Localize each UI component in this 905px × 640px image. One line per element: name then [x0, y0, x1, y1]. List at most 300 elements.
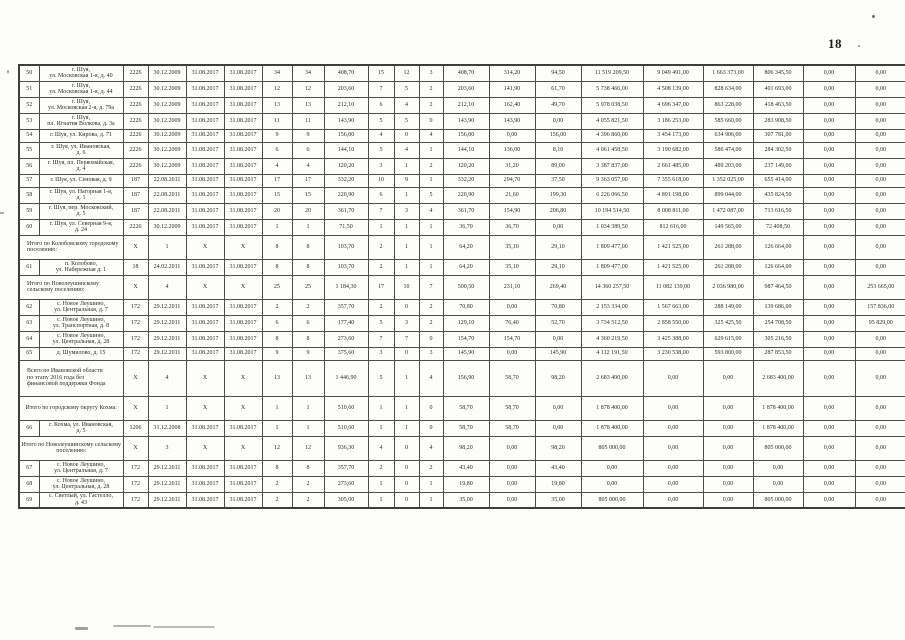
cell-cost-fund: 3 454 173,00 — [643, 129, 703, 142]
cell-residents-count: 17 — [262, 174, 292, 187]
cell-cost-fund: 4 891 198,00 — [643, 187, 703, 203]
cell-cost-fund: 11 082 139,00 — [643, 275, 703, 299]
cell-area-total: 103,70 — [324, 259, 368, 275]
cell-cost-regional: 629 615,00 — [703, 331, 753, 347]
cell-residents-count: 1 — [262, 396, 292, 420]
cell-address — [39, 97, 123, 113]
table-body — [19, 65, 905, 508]
address-line: д. 6 — [76, 150, 86, 156]
cell-resettled-area-owners: 154,70 — [489, 331, 535, 347]
cell-contract-code: 2226 — [123, 142, 148, 158]
cell-date-planned: 31.08.2017 — [186, 347, 224, 360]
cell-residents-count: 15 — [262, 187, 292, 203]
cell-residents-count: 2 — [262, 299, 292, 315]
cell-premises-owners: 9 — [394, 174, 419, 187]
cell-address — [39, 65, 123, 81]
cell-residents-resettled: 8 — [292, 460, 324, 476]
cell-date-planned: 31.08.2017 — [186, 315, 224, 331]
cell-premises-count: 1 — [368, 492, 394, 508]
cell-cost-local: 307 781,00 — [753, 129, 803, 142]
address-line: г. Шуя, ул. Ивановская, — [51, 143, 111, 150]
cell-cost-extra-b: 0,00 — [855, 436, 905, 460]
table-row — [19, 492, 905, 508]
cell-residents-count: 11 — [262, 113, 292, 129]
table-section-row — [19, 396, 905, 420]
cell-premises-count: 3 — [368, 158, 394, 174]
cell-cost-fund: 0,00 — [643, 396, 703, 420]
cell-premises-owners: 5 — [394, 113, 419, 129]
cell-cost-fund: 0,00 — [643, 436, 703, 460]
cell-cost-extra-a: 0,00 — [803, 436, 855, 460]
cell-row-number: 61 — [19, 259, 39, 275]
cell-cost-fund: 3 230 538,00 — [643, 347, 703, 360]
cell-premises-tenants: 2 — [419, 81, 443, 97]
cell-contract-code: 172 — [123, 460, 148, 476]
cell-date-actual: X — [224, 275, 262, 299]
cell-contract-code: 187 — [123, 203, 148, 219]
cell-cost-fund: 0,00 — [643, 460, 703, 476]
cell-cost-total: 1 809 477,00 — [581, 259, 643, 275]
address-line: ул. Центральная, д. 7 — [54, 307, 108, 313]
cell-premises-count: 1 — [368, 396, 394, 420]
cell-residents-count: 8 — [262, 460, 292, 476]
cell-cost-extra-a: 0,00 — [803, 275, 855, 299]
cell-residents-resettled: 11 — [292, 113, 324, 129]
address-line: ул. Набережная д. 1 — [55, 267, 107, 273]
cell-premises-owners: 0 — [394, 299, 419, 315]
cell-cost-local: 418 463,50 — [753, 97, 803, 113]
cell-cost-local: 806 345,50 — [753, 65, 803, 81]
page-number: 18 — [828, 36, 842, 51]
cell-date-contract: 30.12.2009 — [148, 158, 186, 174]
cell-area-total: 273,60 — [324, 476, 368, 492]
cell-residents-resettled: 34 — [292, 65, 324, 81]
cell-cost-total: 2 683 400,00 — [581, 360, 643, 396]
table-row — [19, 174, 905, 187]
cell-row-number: 56 — [19, 158, 39, 174]
cell-address — [39, 347, 123, 360]
cell-cost-extra-b: 0,00 — [855, 492, 905, 508]
cell-cost-extra-a: 0,00 — [803, 113, 855, 129]
cell-cost-local: 72 408,50 — [753, 219, 803, 235]
cell-cost-regional: 149 565,00 — [703, 219, 753, 235]
cell-resettled-area-tenants: 70,80 — [535, 299, 581, 315]
address-line: с. Новое Леушино, — [56, 316, 106, 323]
cell-resettled-area-owners: 162,40 — [489, 97, 535, 113]
cell-cost-total: 1 034 389,50 — [581, 219, 643, 235]
cell-cost-local: 401 693,00 — [753, 81, 803, 97]
cell-resettled-area-tenants: 98,20 — [535, 436, 581, 460]
cell-date-planned: 31.08.2017 — [186, 259, 224, 275]
cell-date-actual: 31.08.2017 — [224, 97, 262, 113]
cell-area-total: 103,70 — [324, 235, 368, 259]
table-row — [19, 65, 905, 81]
address-line: д. 24 — [74, 227, 88, 233]
cell-cost-fund: 0,00 — [643, 360, 703, 396]
cell-premises-owners: 1 — [394, 235, 419, 259]
cell-residents-resettled: 1 — [292, 396, 324, 420]
cell-cost-fund: 1 421 525,00 — [643, 259, 703, 275]
cell-date-actual: 31.08.2017 — [224, 460, 262, 476]
cell-cost-total: 4 112 191,50 — [581, 347, 643, 360]
cell-cost-regional: 634 906,00 — [703, 129, 753, 142]
cell-row-number: 64 — [19, 331, 39, 347]
cell-residents-count: 6 — [262, 142, 292, 158]
cell-contract-code: 172 — [123, 492, 148, 508]
cell-address — [39, 81, 123, 97]
cell-premises-owners: 0 — [394, 436, 419, 460]
cell-resettled-area-total: 143,90 — [443, 113, 489, 129]
cell-resettled-area-total: 144,10 — [443, 142, 489, 158]
table-row — [19, 129, 905, 142]
cell-cost-extra-a: 0,00 — [803, 420, 855, 436]
cell-cost-fund: 3 190 682,00 — [643, 142, 703, 158]
cell-premises-count: 6 — [368, 97, 394, 113]
cell-area-total: 203,60 — [324, 81, 368, 97]
cell-area-total: 177,40 — [324, 315, 368, 331]
cell-cost-regional: 0,00 — [703, 360, 753, 396]
cell-cost-local: 283 908,50 — [753, 113, 803, 129]
address-line: г. Шуя, — [72, 66, 90, 73]
cell-premises-tenants: 2 — [419, 97, 443, 113]
address-line: г. Шуя, ул. Нагорная 1-я, — [49, 188, 113, 195]
cell-premises-owners: 0 — [394, 129, 419, 142]
cell-cost-local: 287 853,50 — [753, 347, 803, 360]
cell-resettled-area-total: 156,00 — [443, 129, 489, 142]
address-line: ул. Центральная, д. 28 — [52, 484, 110, 490]
cell-row-number: 52 — [19, 97, 39, 113]
cell-resettled-area-tenants: 0,00 — [535, 331, 581, 347]
cell-resettled-area-total: 19,80 — [443, 476, 489, 492]
cell-date-contract: 30.12.2009 — [148, 81, 186, 97]
cell-cost-fund: 7 355 618,00 — [643, 174, 703, 187]
cell-resettled-area-tenants: 29,10 — [535, 259, 581, 275]
address-line: с. Новое Леушино, — [56, 300, 106, 307]
cell-premises-tenants: 2 — [419, 158, 443, 174]
cell-resettled-area-tenants: 145,90 — [535, 347, 581, 360]
cell-resettled-area-total: 129,10 — [443, 315, 489, 331]
cell-date-actual: 31.08.2017 — [224, 113, 262, 129]
cell-date-actual: X — [224, 235, 262, 259]
cell-cost-extra-a: 0,00 — [803, 299, 855, 315]
cell-cost-extra-b: 0,00 — [855, 476, 905, 492]
cell-residents-resettled: 6 — [292, 142, 324, 158]
cell-premises-count: 7 — [368, 331, 394, 347]
cell-premises-count: 7 — [368, 203, 394, 219]
address-line: ул. Центральная, д. 28 — [52, 339, 110, 345]
cell-premises-count: 5 — [368, 315, 394, 331]
cell-cost-regional: 585 660,00 — [703, 113, 753, 129]
cell-resettled-area-owners: 58,70 — [489, 420, 535, 436]
cell-cost-extra-b: 0,00 — [855, 81, 905, 97]
cell-premises-count: 1 — [368, 476, 394, 492]
cell-resettled-area-total: 332,20 — [443, 174, 489, 187]
address-line: г. Шуя, — [72, 98, 90, 105]
cell-cost-extra-b: 0,00 — [855, 158, 905, 174]
cell-date-planned: 31.08.2017 — [186, 203, 224, 219]
cell-cost-extra-a: 0,00 — [803, 460, 855, 476]
cell-area-total: 408,70 — [324, 65, 368, 81]
cell-cost-extra-a: 0,00 — [803, 81, 855, 97]
cell-premises-owners: 1 — [394, 158, 419, 174]
cell-area-total: 71,50 — [324, 219, 368, 235]
cell-cost-local: 0,00 — [753, 460, 803, 476]
cell-premises-tenants: 1 — [419, 219, 443, 235]
cell-address — [39, 158, 123, 174]
cell-premises-count: 5 — [368, 360, 394, 396]
cell-premises-owners: 0 — [394, 347, 419, 360]
cell-residents-count: 9 — [262, 347, 292, 360]
cell-contract-code: 172 — [123, 299, 148, 315]
cell-premises-tenants: 1 — [419, 235, 443, 259]
cell-cost-regional: 0,00 — [703, 420, 753, 436]
cell-cost-fund: 8 008 811,00 — [643, 203, 703, 219]
cell-cost-local: 713 616,50 — [753, 203, 803, 219]
cell-resettled-area-total: 212,10 — [443, 97, 489, 113]
cell-premises-tenants: 0 — [419, 420, 443, 436]
cell-resettled-area-tenants: 0,00 — [535, 396, 581, 420]
cell-area-total: 212,10 — [324, 97, 368, 113]
cell-cost-extra-b: 0,00 — [855, 235, 905, 259]
cell-cost-extra-a: 0,00 — [803, 492, 855, 508]
cell-row-number: 65 — [19, 347, 39, 360]
address-line: с. Новое Леушино, — [56, 477, 106, 484]
cell-address — [39, 460, 123, 476]
cell-date-contract: 22.08.2011 — [148, 187, 186, 203]
address-line: г. Шуя, — [72, 82, 90, 89]
cell-area-total: 1 184,30 — [324, 275, 368, 299]
cell-residents-count: 13 — [262, 360, 292, 396]
cell-premises-owners: 1 — [394, 259, 419, 275]
cell-section-label: Итого по городскому округу Кохма: — [19, 396, 123, 420]
cell-date-planned: 31.08.2017 — [186, 420, 224, 436]
cell-cost-fund: 812 616,00 — [643, 219, 703, 235]
cell-premises-count: 3 — [368, 347, 394, 360]
cell-residents-resettled: 15 — [292, 187, 324, 203]
cell-cost-total: 0,00 — [581, 460, 643, 476]
cell-cost-extra-a: 0,00 — [803, 65, 855, 81]
cell-cost-local: 126 664,00 — [753, 259, 803, 275]
cell-residents-resettled: 9 — [292, 129, 324, 142]
cell-resettled-area-tenants: 35,00 — [535, 492, 581, 508]
cell-cost-regional: 593 800,00 — [703, 347, 753, 360]
cell-date-planned: 31.08.2017 — [186, 331, 224, 347]
scan-speck — [872, 15, 875, 18]
cell-premises-owners: 7 — [394, 331, 419, 347]
cell-premises-count: 15 — [368, 65, 394, 81]
cell-resettled-area-owners: 58,70 — [489, 360, 535, 396]
cell-premises-tenants: 1 — [419, 142, 443, 158]
cell-residents-count: 12 — [262, 81, 292, 97]
cell-contract-code: X — [123, 275, 148, 299]
cell-residents-count: 1 — [262, 420, 292, 436]
cell-row-number: 66 — [19, 420, 39, 436]
cell-residents-resettled: 1 — [292, 420, 324, 436]
cell-premises-tenants: 1 — [419, 476, 443, 492]
cell-date-contract: 29.12.2011 — [148, 315, 186, 331]
cell-residents-resettled: 9 — [292, 347, 324, 360]
cell-cost-total: 1 878 400,00 — [581, 396, 643, 420]
scan-speck — [0, 212, 4, 214]
cell-cost-extra-a: 0,00 — [803, 360, 855, 396]
cell-resettled-area-tenants: 89,00 — [535, 158, 581, 174]
cell-date-planned: 31.08.2017 — [186, 142, 224, 158]
cell-resettled-area-owners: 21,60 — [489, 187, 535, 203]
cell-date-actual: X — [224, 396, 262, 420]
cell-premises-tenants: 4 — [419, 129, 443, 142]
cell-cost-local: 139 686,00 — [753, 299, 803, 315]
cell-cost-total: 1 809 477,00 — [581, 235, 643, 259]
address-line: ул. Московская 1-я, д. 44 — [49, 89, 113, 95]
cell-resettled-area-total: 58,70 — [443, 396, 489, 420]
table-row — [19, 460, 905, 476]
cell-residents-count: 2 — [262, 492, 292, 508]
cell-premises-tenants: 3 — [419, 65, 443, 81]
resettlement-table — [18, 64, 905, 509]
cell-premises-count: 7 — [368, 81, 394, 97]
cell-cost-regional: 1 352 025,00 — [703, 174, 753, 187]
cell-premises-tenants: 1 — [419, 174, 443, 187]
table-section-row — [19, 436, 905, 460]
cell-resettled-area-tenants: 61,70 — [535, 81, 581, 97]
cell-resettled-area-owners: 154,90 — [489, 203, 535, 219]
cell-contract-code: 18 — [123, 259, 148, 275]
cell-date-contract: 30.12.2009 — [148, 142, 186, 158]
address-line: д. 43 — [74, 499, 88, 506]
cell-address — [39, 203, 123, 219]
cell-cost-extra-b: 0,00 — [855, 331, 905, 347]
cell-cost-local: 1 878 400,00 — [753, 396, 803, 420]
cell-resettled-area-tenants: 98,20 — [535, 360, 581, 396]
cell-residents-count: 12 — [262, 436, 292, 460]
cell-cost-total: 4 061 458,50 — [581, 142, 643, 158]
cell-section-label: Итого по Новолеушинскому сельскому поселению: — [19, 275, 123, 299]
cell-row-number: 58 — [19, 187, 39, 203]
cell-resettled-area-owners: 36,70 — [489, 219, 535, 235]
cell-premises-tenants: 3 — [419, 347, 443, 360]
cell-cost-extra-b: 0,00 — [855, 174, 905, 187]
cell-cost-extra-a: 0,00 — [803, 97, 855, 113]
address-line: д. 1 — [76, 195, 86, 201]
cell-area-total: 510,60 — [324, 396, 368, 420]
cell-address — [39, 174, 123, 187]
cell-date-actual: 31.08.2017 — [224, 299, 262, 315]
cell-date-planned: 31.08.2017 — [186, 460, 224, 476]
cell-cost-total: 4 360 219,50 — [581, 331, 643, 347]
cell-premises-tenants: 4 — [419, 360, 443, 396]
cell-premises-owners: 1 — [394, 396, 419, 420]
cell-resettled-area-total: 203,60 — [443, 81, 489, 97]
cell-resettled-area-owners: 0,00 — [489, 347, 535, 360]
cell-resettled-area-total: 500,50 — [443, 275, 489, 299]
cell-date-contract: 24.02.2011 — [148, 259, 186, 275]
cell-premises-tenants: 2 — [419, 299, 443, 315]
table-row — [19, 113, 905, 129]
cell-premises-count: 1 — [368, 219, 394, 235]
cell-premises-tenants: 1 — [419, 492, 443, 508]
scan-smudge — [153, 626, 215, 628]
cell-cost-extra-a: 0,00 — [803, 203, 855, 219]
cell-cost-fund: 4 508 139,00 — [643, 81, 703, 97]
cell-area-total: 332,20 — [324, 174, 368, 187]
address-line: с. Светлый, ул. Гастелло, — [49, 493, 113, 500]
cell-contract-code: 2226 — [123, 81, 148, 97]
cell-date-planned: 31.08.2017 — [186, 97, 224, 113]
cell-resettled-area-tenants: 0,00 — [535, 113, 581, 129]
cell-contract-code: 2226 — [123, 129, 148, 142]
table-row — [19, 299, 905, 315]
cell-cost-extra-b: 0,00 — [855, 219, 905, 235]
cell-area-total: 120,20 — [324, 158, 368, 174]
cell-resettled-area-total: 98,20 — [443, 436, 489, 460]
cell-residents-resettled: 20 — [292, 203, 324, 219]
cell-residents-resettled: 2 — [292, 492, 324, 508]
cell-section-label: Итого по Новолеушинскому сельскому поселению: — [19, 436, 123, 460]
cell-address — [39, 299, 123, 315]
cell-resettled-area-tenants: 269,40 — [535, 275, 581, 299]
cell-date-contract: 4 — [148, 275, 186, 299]
address-line: ул. Центральная, д. 7 — [54, 468, 108, 474]
cell-premises-tenants: 1 — [419, 259, 443, 275]
cell-cost-regional: 1 472 087,00 — [703, 203, 753, 219]
table-row — [19, 219, 905, 235]
cell-residents-count: 13 — [262, 97, 292, 113]
cell-cost-total: 10 194 514,50 — [581, 203, 643, 219]
cell-row-number: 59 — [19, 203, 39, 219]
cell-resettled-area-total: 43,40 — [443, 460, 489, 476]
cell-date-actual: 31.08.2017 — [224, 315, 262, 331]
address-line: г. Шуя, ул. Сеновая, д. 9 — [50, 177, 112, 184]
table-row — [19, 476, 905, 492]
cell-contract-code: 2226 — [123, 113, 148, 129]
cell-premises-count: 6 — [368, 187, 394, 203]
cell-cost-local: 655 414,00 — [753, 174, 803, 187]
cell-contract-code: 172 — [123, 315, 148, 331]
address-line: ул. Московская 1-я, д. 40 — [49, 73, 113, 80]
cell-resettled-area-total: 58,70 — [443, 420, 489, 436]
cell-resettled-area-total: 120,20 — [443, 158, 489, 174]
cell-row-number: 63 — [19, 315, 39, 331]
cell-date-contract: 30.12.2009 — [148, 65, 186, 81]
table-row — [19, 97, 905, 113]
cell-residents-resettled: 25 — [292, 275, 324, 299]
cell-resettled-area-total: 361,70 — [443, 203, 489, 219]
cell-date-contract: 4 — [148, 360, 186, 396]
address-line: г. Шуя, пл. Первомайская, — [47, 159, 115, 166]
cell-cost-regional: 0,00 — [703, 396, 753, 420]
cell-resettled-area-owners: 0,00 — [489, 476, 535, 492]
table-section-row — [19, 360, 905, 396]
cell-cost-regional: 1 663 373,00 — [703, 65, 753, 81]
cell-contract-code: X — [123, 396, 148, 420]
cell-cost-fund: 1 567 663,00 — [643, 299, 703, 315]
cell-premises-tenants: 0 — [419, 396, 443, 420]
cell-cost-fund: 2 661 485,00 — [643, 158, 703, 174]
cell-date-actual: X — [224, 360, 262, 396]
cell-cost-extra-a: 0,00 — [803, 158, 855, 174]
cell-cost-total: 805 000,00 — [581, 436, 643, 460]
address-line: г. Шуя, ул. Северная 9-я, — [49, 220, 113, 227]
cell-cost-total: 3 387 837,00 — [581, 158, 643, 174]
cell-date-actual: 31.08.2017 — [224, 259, 262, 275]
cell-area-total: 143,90 — [324, 113, 368, 129]
cell-residents-count: 8 — [262, 331, 292, 347]
cell-date-contract: 22.08.2011 — [148, 203, 186, 219]
cell-premises-tenants: 0 — [419, 113, 443, 129]
cell-premises-count: 10 — [368, 174, 394, 187]
cell-address — [39, 129, 123, 142]
cell-cost-extra-b: 0,00 — [855, 460, 905, 476]
